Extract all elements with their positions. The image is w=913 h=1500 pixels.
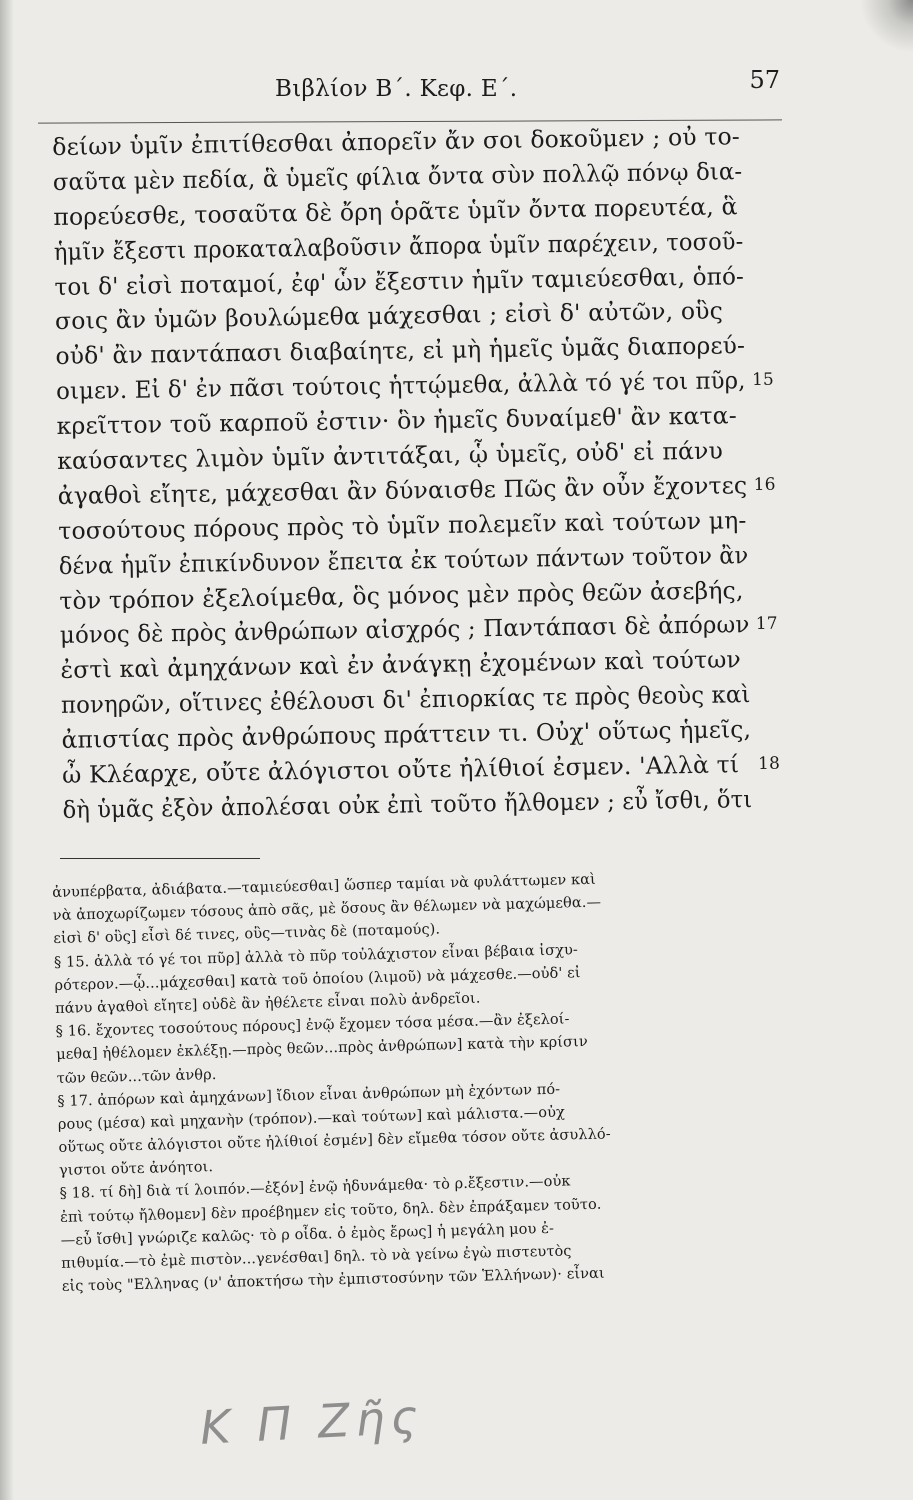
text-line: κρεῖττον τοῦ καρποῦ ἐστιν· ὃν ἡμεῖς δυναίμεθ' ἂν κατα- — [56, 401, 738, 441]
footnote-line: ἀνυπέρβατα, ἀδιάβατα.—ταμιεύεσθαι] ὥσπερ ταμίαι νὰ φυλάττωμεν καὶ — [52, 871, 597, 901]
footnote-line: πιθυμία.—τὸ ἐμὲ πιστὸν...γενέσθαι] δηλ. τὸ νὰ γείνω ἐγὼ πιστευτὸς — [61, 1243, 572, 1272]
corner-wear — [853, 0, 913, 60]
text-line: καύσαντες λιμὸν ὑμῖν ἀντιτάξαι, ᾧ ὑμεῖς, οὐδ' εἰ πάνυ — [56, 436, 724, 475]
footnote-line: μεθα] ἠθέλομεν ἐκλέξῃ.—πρὸς θεῶν...πρὸς ἀνθρώπων] κατὰ τὴν κρίσιν — [56, 1034, 588, 1064]
footnote-line: § 16. ἔχοντες τοσούτους πόρους] ἐνῷ ἔχομεν τόσα μέσα.—ἂν ἐξελοί- — [55, 1011, 570, 1041]
text-line: οὐδ' ἂν παντάπασι διαβαίητε, εἰ μὴ ἡμεῖς ὑμᾶς διαπορεύ- — [55, 331, 746, 371]
footnote-line: § 18. τί δὴ] διὰ τί λοιπόν.—ἐξόν] ἐνῷ ἠδυνάμεθα· τὸ ρ.ἔξεστιν.—οὐκ — [59, 1173, 571, 1203]
footnote-line: πάνυ ἀγαθοὶ εἴητε] οὐδὲ ἂν ἠθέλετε εἶναι πολὺ ἀνδρεῖοι. — [54, 990, 481, 1017]
footnote-line: § 17. ἀπόρων καὶ ἀμηχάνων] ἴδιον εἶναι ἀνθρώπων μὴ ἐχόντων πό- — [57, 1081, 561, 1110]
text-line: πορεύεσθε, τοσαῦτα δὲ ὄρη ὁρᾶτε ὑμῖν ὄντα πορευτέα, ἃ — [53, 192, 738, 231]
main-text — [52, 119, 783, 828]
spine-shadow — [0, 0, 14, 1500]
footnote-line: —εὖ ἴσθι] γνώριζε καλῶς· τὸ ρ οἶδα. ὁ ἐμὸς ἔρως] ἡ μεγάλη μου ἐ- — [60, 1220, 555, 1249]
footnote-line: γιστοι οὔτε ἀνόητοι. — [58, 1159, 214, 1180]
footnote-line: νὰ ἀποχωρίζωμεν τόσους ἀπὸ σᾶς, μὲ ὅσους ἂν θέλωμεν νὰ μαχώμεθα.— — [52, 894, 602, 925]
text-line: σοις ἂν ὑμῶν βουλώμεθα μάχεσθαι ; εἰσὶ δ' αὐτῶν, οὓς — [54, 296, 724, 336]
page-header — [40, 66, 780, 110]
section-number-15: 15 — [751, 369, 775, 391]
text-line: δείων ὑμῖν ἐπιτίθεσθαι ἀπορεῖν ἄν σοι δοκοῦμεν ; οὐ το- — [52, 122, 741, 161]
section-number-18: 18 — [757, 753, 781, 775]
footnote-line: οὕτως οὔτε ἀλόγιστοι οὔτε ἠλίθιοί ἐσμέν] δὲν εἴμεθα τόσον οὔτε ἀσυλλό- — [58, 1126, 611, 1156]
text-line: ἐστὶ καὶ ἀμηχάνων καὶ ἐν ἀνάγκῃ ἐχομένων καὶ τούτων — [60, 645, 742, 685]
text-line: ὦ Κλέαρχε, οὔτε ἀλόγιστοι οὔτε ἠλίθιοί ἐσμεν. 'Αλλὰ τί 18 — [62, 747, 782, 793]
text-line: δένα ἡμῖν ἐπικίνδυνον ἔπειτα ἐκ τούτων πάντων τοῦτον ἂν — [58, 540, 749, 580]
footnote-line: ἐπὶ τούτῳ ἤλθομεν] δὲν προέβημεν εἰς τοῦτο, δηλ. δὲν ἐπράξαμεν τοῦτο. — [60, 1196, 602, 1226]
text-line: τὸν τρόπον ἐξελοίμεθα, ὃς μόνος μὲν πρὸς θεῶν ἀσεβής, — [59, 575, 744, 615]
footnote-rule — [60, 858, 260, 859]
running-title: Βιβλίον Β΄. Κεφ. Ε΄. — [275, 76, 518, 102]
text-line: ἀγαθοὶ εἴητε, μάχεσθαι ἂν δύναισθε Πῶς ἂν οὖν ἔχοντες 16 — [57, 468, 777, 514]
page-number: 57 — [749, 66, 780, 94]
text-line: τοσούτους πόρους πρὸς τὸ ὑμῖν πολεμεῖν καὶ τούτων μη- — [58, 505, 747, 545]
footnote-line: § 15. ἀλλὰ τό γέ τοι πῦρ] ἀλλὰ τὸ πῦρ τοὐλάχιστον εἶναι βέβαια ἰσχυ- — [53, 941, 579, 971]
footnote-line: ρους (μέσα) καὶ μηχανὴν (τρόπον).—καὶ τούτων] καὶ μάλιστα.—οὐχ — [57, 1104, 566, 1133]
section-number-16: 16 — [753, 474, 776, 495]
text-line: δὴ ὑμᾶς ἐξὸν ἀπολέσαι οὐκ ἐπὶ τοῦτο ἤλθομεν ; εὖ ἴσθι, ὅτι — [62, 785, 753, 824]
text-line: σαῦτα μὲν πεδία, ἃ ὑμεῖς φίλια ὄντα σὺν πολλῷ πόνῳ δια- — [52, 157, 743, 196]
handwritten-signature: Κ Π Ζῆς — [198, 1389, 425, 1455]
footnotes — [52, 864, 792, 1299]
footnote-line: ρότερον.—ᾧ...μάχεσθαι] κατὰ τοῦ ὁποίου (λιμοῦ) νὰ μάχεσθε.—οὐδ' εἰ — [54, 964, 581, 994]
section-number-17: 17 — [755, 614, 778, 635]
text-line: οιμεν. Εἰ δ' ἐν πᾶσι τούτοις ἡττῴμεθα, ἀλλὰ τό γέ τοι πῦρ, 15 — [56, 363, 776, 409]
text-line: πονηρῶν, οἵτινες ἐθέλουσι δι' ἐπιορκίας τε πρὸς θεοὺς καὶ — [60, 680, 751, 720]
text-line: τοι δ' εἰσὶ ποταμοί, ἐφ' ὧν ἔξεστιν ἡμῖν ταμιεύεσθαι, ὁπό- — [54, 261, 745, 301]
footnote-line: εἰς τοὺς "Ελληνας (ν' ἀποκτήσω τὴν ἐμπιστοσύνην τῶν Ἑλλήνων)· εἶναι — [61, 1265, 605, 1296]
footnote-line: εἰσὶ δ' οὓς] εἶσὶ δέ τινες, οὓς—τινὰς δὲ (ποταμούς). — [53, 921, 441, 948]
footnote-line: τῶν θεῶν...τῶν ἀνθρ. — [56, 1066, 217, 1087]
text-line: μόνος δὲ πρὸς ἀνθρώπων αἰσχρός ; Παντάπασι δὲ ἀπόρων 17 — [60, 607, 780, 653]
text-line: ἡμῖν ἔξεστι προκαταλαβοῦσιν ἄπορα ὑμῖν παρέχειν, τοσοῦ- — [53, 226, 744, 266]
text-line: ἀπιστίας πρὸς ἀνθρώπους πράττειν τι. Οὐχ' οὕτως ἡμεῖς, — [61, 715, 752, 755]
